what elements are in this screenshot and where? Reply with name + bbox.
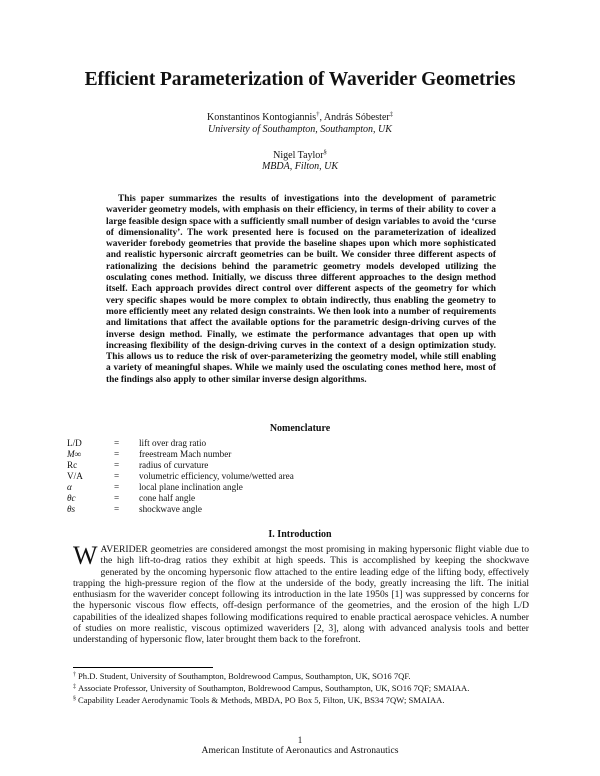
nomenclature-definition: volumetric efficiency, volume/wetted area xyxy=(139,471,294,481)
introduction-body xyxy=(73,541,529,646)
author-affiliation-2: MBDA, Filton, UK xyxy=(261,161,339,172)
nomenclature-definition: local plane inclination angle xyxy=(139,482,243,492)
nomenclature-symbol: L/D xyxy=(67,438,82,448)
nomenclature-equals: = xyxy=(114,504,120,514)
footnote-text: Capability Leader Aerodynamic Tools & Methods, MBDA, PO Box 5, Filton, UK, BS34 7QW; SMAIAA. xyxy=(78,695,445,705)
nomenclature-equals: = xyxy=(114,493,120,503)
abstract: This paper summarizes the results of investigations into the development of parametric waverider geometry models, with emphasis on their efficiency, in terms of their ability to cover a large feasible design space with a sufficiently small number of design variables to avoid the ‘curse of dimensionality’. The work presented here is focused on the parameterization of idealized waverider forebody geometries that provide the baseline shapes upon which more sophisticated and realistic hypersonic aircraft geometries can be built. We consider three different aspects of rationalizing the decisions behind the parametric geometry models developed utilizing the osculating cones method. Initially, we discuss three different approaches to the design method itself. Each approach provides direct control over different aspects of the geometry for which very specific shapes would be more complex to obtain indirectly, thus enabling the geometry to more efficiently meet any related design constraints. We then look into a number of requirements and limitations that affect the available options for the parametric design-driving curves of the inverse design method. Finally, we estimate the performance advantages that open up with increasing flexibility of the design-driving curves in the context of a design optimization study. This allows us to reduce the risk of over-parameterizing the geometry model, while still enabling a variety of meaningful shapes. While we mainly used the osculating cones method here, most of the findings also apply to other similar inverse design algorithms. xyxy=(106,194,496,385)
author-name-3: Nigel Taylor xyxy=(273,150,324,161)
footnote-mark: ‡ xyxy=(73,684,76,690)
author-affiliation-1: University of Southampton, Southampton, UK xyxy=(208,124,392,135)
nomenclature-row xyxy=(67,449,537,460)
nomenclature-symbol: V/A xyxy=(67,471,83,481)
nomenclature-heading: Nomenclature xyxy=(269,423,331,434)
nomenclature-equals: = xyxy=(114,438,120,448)
nomenclature-definition: freestream Mach number xyxy=(139,449,232,459)
page-number: 1 xyxy=(297,735,303,745)
nomenclature-row xyxy=(67,504,537,515)
footnote-mark: † xyxy=(73,672,76,678)
footnote xyxy=(73,671,533,681)
footnote-text: Ph.D. Student, University of Southampton, Boldrewood Campus, Southampton, UK, SO16 7QF. xyxy=(78,671,411,681)
nomenclature-row xyxy=(67,438,537,449)
nomenclature-row xyxy=(67,460,537,471)
nomenclature-definition: shockwave angle xyxy=(139,504,203,514)
nomenclature-equals: = xyxy=(114,449,120,459)
nomenclature-row xyxy=(67,482,537,493)
introduction-heading: I. Introduction xyxy=(268,529,332,540)
nomenclature-definition: cone half angle xyxy=(139,493,196,503)
footnote-mark: ‡ xyxy=(389,111,393,118)
footnote-mark: § xyxy=(73,696,76,702)
author-line-1 xyxy=(0,112,600,124)
page-footer: American Institute of Aeronautics and Astronautics xyxy=(201,745,399,756)
nomenclature-equals: = xyxy=(114,482,120,492)
nomenclature-definition: lift over drag ratio xyxy=(139,438,207,448)
author-name-1: Konstantinos Kontogiannis xyxy=(207,112,317,123)
footnote-mark: † xyxy=(316,111,320,118)
author-name-2: , András Sóbester xyxy=(319,112,390,123)
introduction-paragraph: AVERIDER geometries are considered amongst the most promising in making hypersonic flight viable due to the high lift-to-drag ratios they exhibit at high speeds. This is accomplished by keeping the shockwave generated by the oncoming hypersonic flow attached to the entire leading edge of the lifting body, effectively trapping the high-pressure region of the flow at the underside of the body, greatly increasing the lift. The initial enthusiasm for the waverider concept following its introduction in the late 1950s [1] was suppressed by concerns for the hypersonic viscous flow effects, off-design performance of the geometries, and the erosion of the high L/D capabilities of the idealized shapes following modifications required to enable practical aerospace vehicles. A number of studies on more realistic, viscous optimized waveriders [2, 3], along with advanced analysis tools and better understanding of hypersonic flow, later brought them back to the forefront. xyxy=(73,544,529,646)
footnote-mark: § xyxy=(323,149,327,156)
nomenclature-row xyxy=(67,493,537,504)
footnote-text: Associate Professor, University of Southampton, Boldrewood Campus, Southampton, UK, SO16 7QF; SMAIAA. xyxy=(78,683,470,693)
drop-cap: W xyxy=(73,541,98,570)
footnote-divider xyxy=(73,667,213,668)
footnote xyxy=(73,683,533,693)
nomenclature-symbol: Rc xyxy=(67,460,78,470)
footnote xyxy=(73,695,533,705)
nomenclature-equals: = xyxy=(114,460,120,470)
nomenclature-row xyxy=(67,471,537,482)
nomenclature-symbol: M∞ xyxy=(67,449,82,459)
nomenclature-equals: = xyxy=(114,471,120,481)
paper-title: Efficient Parameterization of Waverider Geometries xyxy=(84,69,516,90)
nomenclature-symbol: θc xyxy=(67,493,76,503)
nomenclature-symbol: θs xyxy=(67,504,76,514)
nomenclature-definition: radius of curvature xyxy=(139,460,209,470)
nomenclature-symbol: α xyxy=(67,482,72,492)
